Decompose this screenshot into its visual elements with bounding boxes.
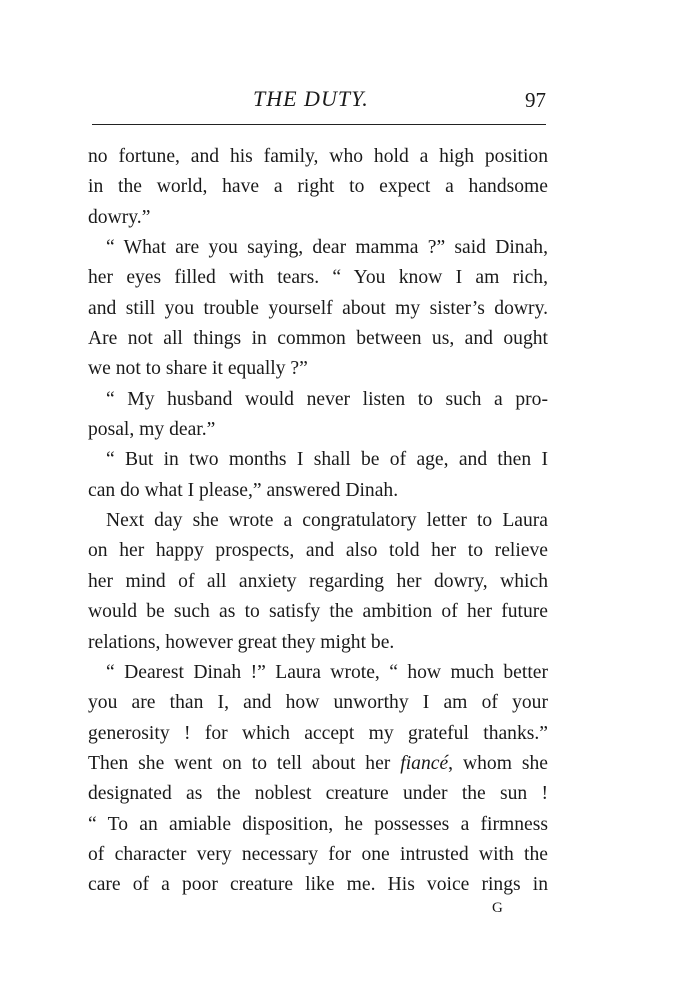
text-line: “ Dearest Dinah !” Laura wrote, “ how much better <box>106 661 548 683</box>
text-line: “ But in two months I shall be of age, and then I <box>106 449 548 471</box>
text-line: no fortune, and his family, who hold a high position <box>88 146 548 167</box>
text-line: Next day she wrote a congratulatory letter to Laura <box>106 510 548 532</box>
running-title: THE DUTY. <box>253 86 369 111</box>
text-line: generosity ! for which accept my grateful thanks.” <box>88 722 548 744</box>
page-number: 97 <box>525 88 546 112</box>
text-line: posal, my dear.” <box>88 419 216 441</box>
running-head <box>0 86 688 116</box>
text-line: her eyes filled with tears. “ You know I am rich, <box>88 267 548 289</box>
text-line: would be such as to satisfy the ambition of her future <box>88 601 548 623</box>
text-line: Then she went on to tell about her fiancé, whom she <box>88 752 548 774</box>
header-rule <box>92 124 546 125</box>
text-line: Are not all things in common between us, and ought <box>88 328 548 350</box>
text-line: can do what I please,” answered Dinah. <box>88 479 399 501</box>
text-line: “ What are you saying, dear mamma ?” said Dinah, <box>106 237 548 259</box>
text-line: on her happy prospects, and also told her to relieve <box>88 540 548 562</box>
text-line: and still you trouble yourself about my sister’s dowry. <box>88 297 548 319</box>
text-line: in the world, have a right to expect a handsome <box>88 176 548 198</box>
text-line: of character very necessary for one intrusted with the <box>88 843 548 865</box>
text-line: we not to share it equally ?” <box>88 358 308 380</box>
text-line: you are than I, and how unworthy I am of your <box>88 692 548 714</box>
text-line: “ My husband would never listen to such a pro- <box>106 388 548 410</box>
text-line: care of a poor creature like me. His voice rings in <box>88 874 548 896</box>
text-line: dowry.” <box>88 206 151 228</box>
body-text <box>88 142 548 901</box>
text-line: her mind of all anxiety regarding her dowry, which <box>88 570 548 592</box>
signature-mark: G <box>492 900 504 916</box>
text-line: “ To an amiable disposition, he possesses a firmness <box>88 813 548 835</box>
text-line: designated as the noblest creature under the sun ! <box>88 783 548 805</box>
text-line: relations, however great they might be. <box>88 631 395 653</box>
